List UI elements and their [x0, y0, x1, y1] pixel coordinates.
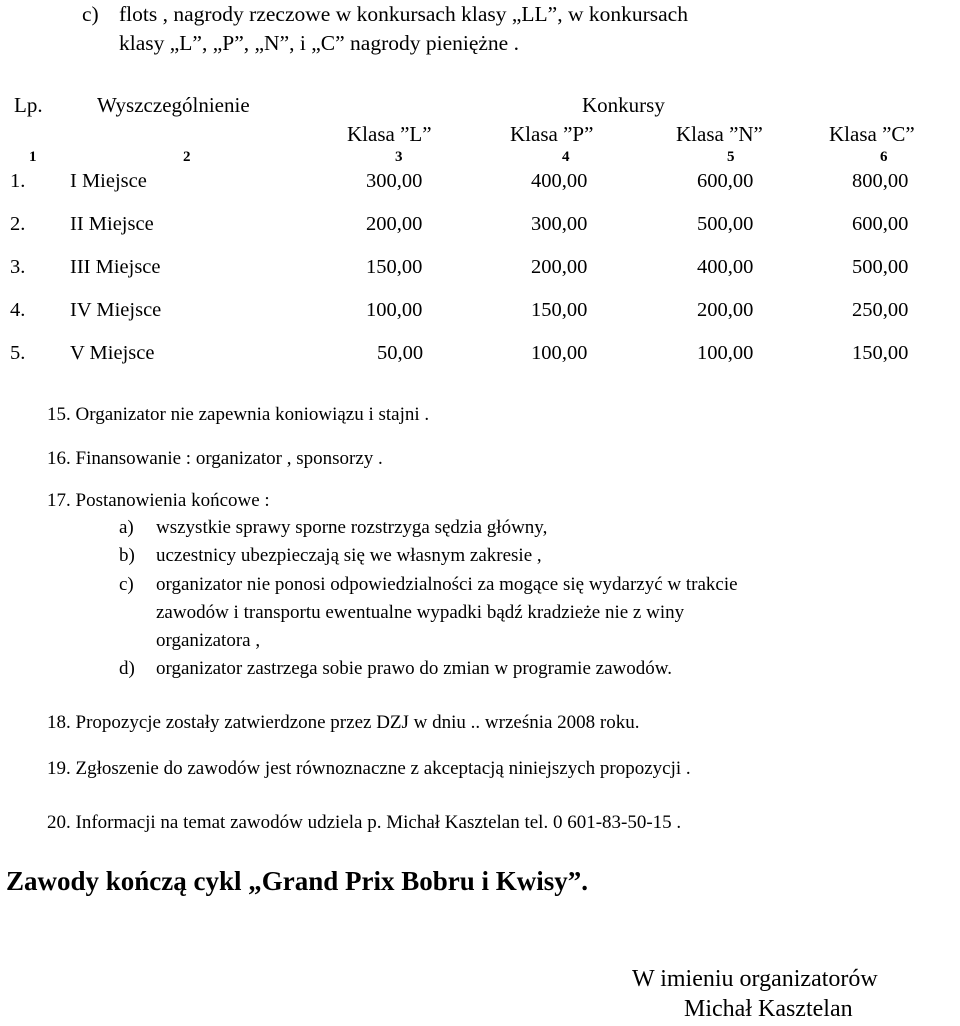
- header-konkursy: Konkursy: [582, 93, 665, 117]
- table-cell-class-n: 600,00: [697, 170, 754, 192]
- header-description: Wyszczególnienie: [97, 93, 250, 117]
- column-number: 6: [880, 149, 888, 165]
- table-row-description: I Miejsce: [70, 170, 147, 192]
- intro-line-2: klasy „L”, „P”, „N”, i „C” nagrody pieniężne .: [119, 31, 519, 55]
- column-number: 4: [562, 149, 570, 165]
- table-row-description: IV Miejsce: [70, 299, 162, 321]
- table-cell-class-p: 100,00: [531, 342, 588, 364]
- header-class-p: Klasa ”P”: [510, 122, 594, 146]
- item-17-heading: 17. Postanowienia końcowe :: [47, 490, 270, 511]
- table-cell-class-l: 100,00: [366, 299, 423, 321]
- table-row-lp: 1.: [10, 170, 26, 192]
- sub-item-label: b): [119, 545, 135, 566]
- sub-item-text: uczestnicy ubezpieczają się we własnym zakresie ,: [156, 545, 542, 566]
- table-cell-class-l: 300,00: [366, 170, 423, 192]
- table-cell-class-c: 150,00: [852, 342, 909, 364]
- table-cell-class-n: 200,00: [697, 299, 754, 321]
- table-row-description: V Miejsce: [70, 342, 155, 364]
- signature-line-2: Michał Kasztelan: [684, 996, 853, 1022]
- sub-item-label: d): [119, 658, 135, 679]
- sub-item-label: a): [119, 517, 134, 538]
- sub-item-text: organizator zastrzega sobie prawo do zmian w programie zawodów.: [156, 658, 672, 679]
- intro-label: c): [82, 2, 99, 26]
- table-cell-class-n: 400,00: [697, 256, 754, 278]
- column-number: 5: [727, 149, 735, 165]
- table-cell-class-n: 500,00: [697, 213, 754, 235]
- table-row-description: III Miejsce: [70, 256, 161, 278]
- intro-line-1: flots , nagrody rzeczowe w konkursach klasy „LL”, w konkursach: [119, 2, 688, 26]
- header-class-c: Klasa ”C”: [829, 122, 915, 146]
- item-16: 16. Finansowanie : organizator , sponsorzy .: [47, 448, 383, 469]
- table-cell-class-p: 150,00: [531, 299, 588, 321]
- table-cell-class-p: 300,00: [531, 213, 588, 235]
- header-class-n: Klasa ”N”: [676, 122, 763, 146]
- item-18: 18. Propozycje zostały zatwierdzone przez DZJ w dniu .. września 2008 roku.: [47, 712, 640, 733]
- column-number: 2: [183, 149, 191, 165]
- item-20: 20. Informacji na temat zawodów udziela p. Michał Kasztelan tel. 0 601-83-50-15 .: [47, 812, 682, 833]
- sub-item-text: zawodów i transportu ewentualne wypadki bądź kradzieże nie z winy: [156, 602, 685, 623]
- table-cell-class-l: 50,00: [377, 342, 424, 364]
- header-lp: Lp.: [14, 93, 43, 117]
- table-row-lp: 2.: [10, 213, 26, 235]
- table-row-lp: 3.: [10, 256, 26, 278]
- table-cell-class-l: 200,00: [366, 213, 423, 235]
- table-row-lp: 4.: [10, 299, 26, 321]
- sub-item-text: organizatora ,: [156, 630, 261, 651]
- closing-statement: Zawody kończą cykl „Grand Prix Bobru i Kwisy”.: [6, 866, 589, 896]
- item-15: 15. Organizator nie zapewnia koniowiązu i stajni .: [47, 404, 430, 425]
- table-cell-class-l: 150,00: [366, 256, 423, 278]
- signature-line-1: W imieniu organizatorów: [632, 966, 878, 992]
- table-cell-class-n: 100,00: [697, 342, 754, 364]
- table-row-lp: 5.: [10, 342, 26, 364]
- table-cell-class-c: 600,00: [852, 213, 909, 235]
- sub-item-label: c): [119, 574, 134, 595]
- column-number: 1: [29, 149, 37, 165]
- table-cell-class-p: 200,00: [531, 256, 588, 278]
- table-cell-class-c: 800,00: [852, 170, 909, 192]
- header-class-l: Klasa ”L”: [347, 122, 432, 146]
- table-cell-class-c: 250,00: [852, 299, 909, 321]
- table-cell-class-p: 400,00: [531, 170, 588, 192]
- table-row-description: II Miejsce: [70, 213, 154, 235]
- sub-item-text: wszystkie sprawy sporne rozstrzyga sędzia główny,: [156, 517, 548, 538]
- table-cell-class-c: 500,00: [852, 256, 909, 278]
- sub-item-text: organizator nie ponosi odpowiedzialności za mogące się wydarzyć w trakcie: [156, 574, 738, 595]
- column-number: 3: [395, 149, 403, 165]
- item-19: 19. Zgłoszenie do zawodów jest równoznaczne z akceptacją niniejszych propozycji .: [47, 758, 691, 779]
- prize-table: [0, 86, 960, 386]
